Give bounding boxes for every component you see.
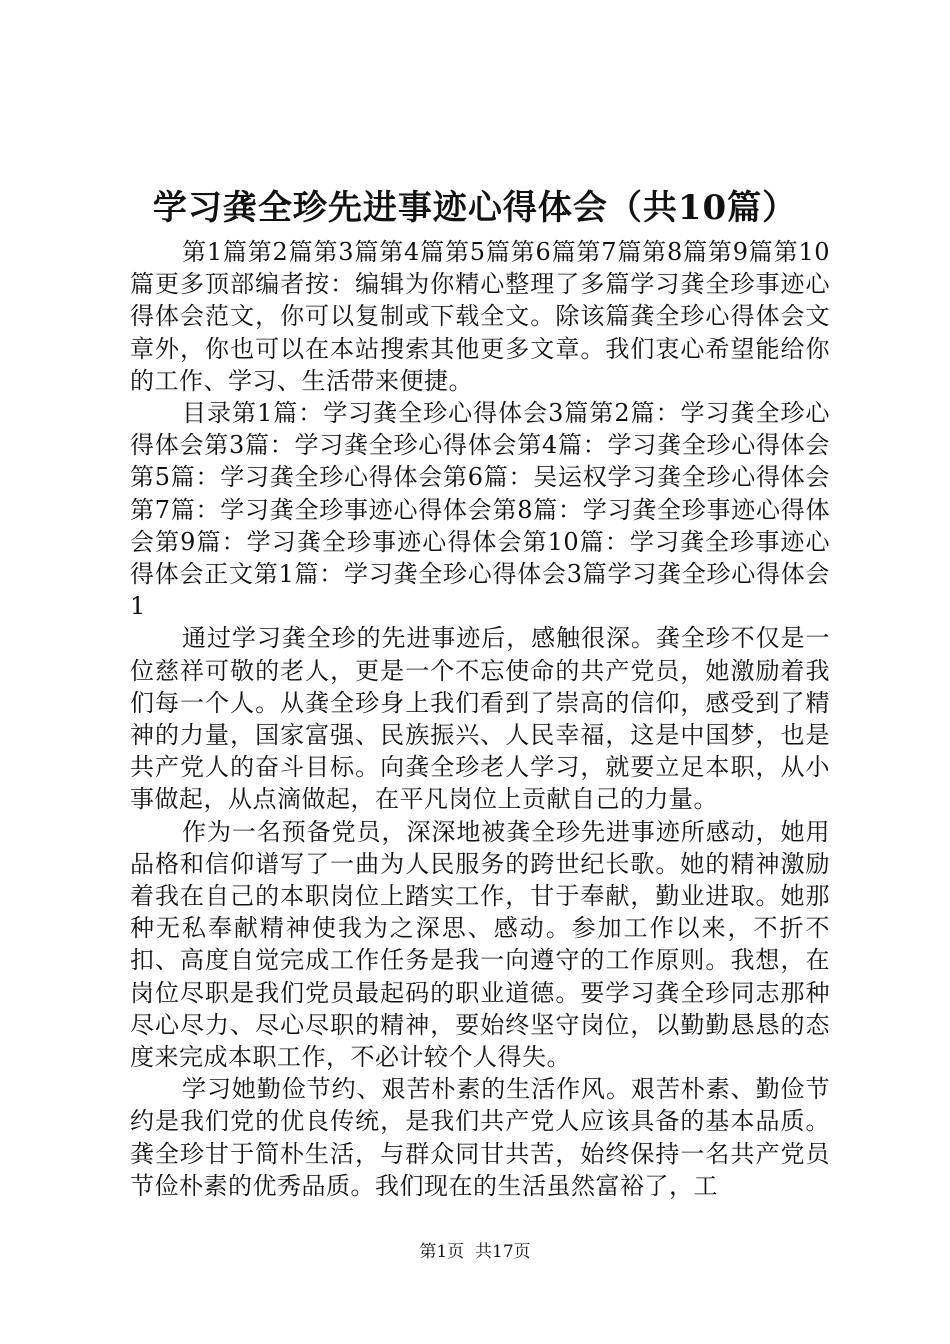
paragraph-body-1: 通过学习龚全珍的先进事迹后，感触很深。龚全珍不仅是一位慈祥可敬的老人，更是一个不忘使命的共产党员，她激励着我们每一个人。从龚全珍身上我们看到了崇高的信仰，感受到了精神的力量，国家富强、民族振兴、人民幸福，这是中国梦，也是共产党人的奋斗目标。向龚全珍老人学习，就要立足本职，从小事做起，从点滴做起，在平凡岗位上贡献自己的力量。 bbox=[130, 624, 830, 814]
document-title: 学习龚全珍先进事迹心得体会（共10篇） bbox=[152, 188, 798, 228]
page-number: 第1页 bbox=[419, 1242, 465, 1262]
paragraph-contents: 目录第1篇：学习龚全珍心得体会3篇第2篇：学习龚全珍心得体会第3篇：学习龚全珍心得体会第4篇：学习龚全珍心得体会第5篇：学习龚全珍心得体会第6篇：吴运权学习龚全珍心得体会第7篇：学习龚全珍事迹心得体会第8篇：学习龚全珍事迹心得体会第9篇：学习龚全珍事迹心得体会第10篇：学习龚全珍事迹心得体会正文第1篇：学习龚全珍心得体会3篇学习龚全珍心得体会1 bbox=[130, 399, 830, 621]
document-body bbox=[130, 236, 830, 1202]
page-total: 共17页 bbox=[475, 1242, 531, 1262]
paragraph-body-2: 作为一名预备党员，深深地被龚全珍先进事迹所感动，她用品格和信仰谱写了一曲为人民服务的跨世纪长歌。她的精神激励着我在自己的本职岗位上踏实工作，甘于奉献，勤业进取。她那种无私奉献精神使我为之深思、感动。参加工作以来，不折不扣、高度自觉完成工作任务是我一向遵守的工作原则。我想，在岗位尽职是我们党员最起码的职业道德。要学习龚全珍同志那种尽心尽力、尽心尽职的精神，要始终坚守岗位，以勤勤恳恳的态度来完成本职工作，不必计较个人得失。 bbox=[130, 817, 830, 1072]
page-footer bbox=[0, 1240, 950, 1264]
paragraph-body-3: 学习她勤俭节约、艰苦朴素的生活作风。艰苦朴素、勤俭节约是我们党的优良传统，是我们共产党人应该具备的基本品质。龚全珍甘于简朴生活，与群众同甘共苦，始终保持一名共产党员节俭朴素的优秀品质。我们现在的生活虽然富裕了，工 bbox=[130, 1075, 830, 1200]
paragraph-intro: 第1篇第2篇第3篇第4篇第5篇第6篇第7篇第8篇第9篇第10篇更多顶部编者按：编辑为你精心整理了多篇学习龚全珍事迹心得体会范文，你可以复制或下载全文。除该篇龚全珍心得体会文章外，你也可以在本站搜索其他更多文章。我们衷心希望能给你的工作、学习、生活带来便捷。 bbox=[130, 238, 830, 395]
